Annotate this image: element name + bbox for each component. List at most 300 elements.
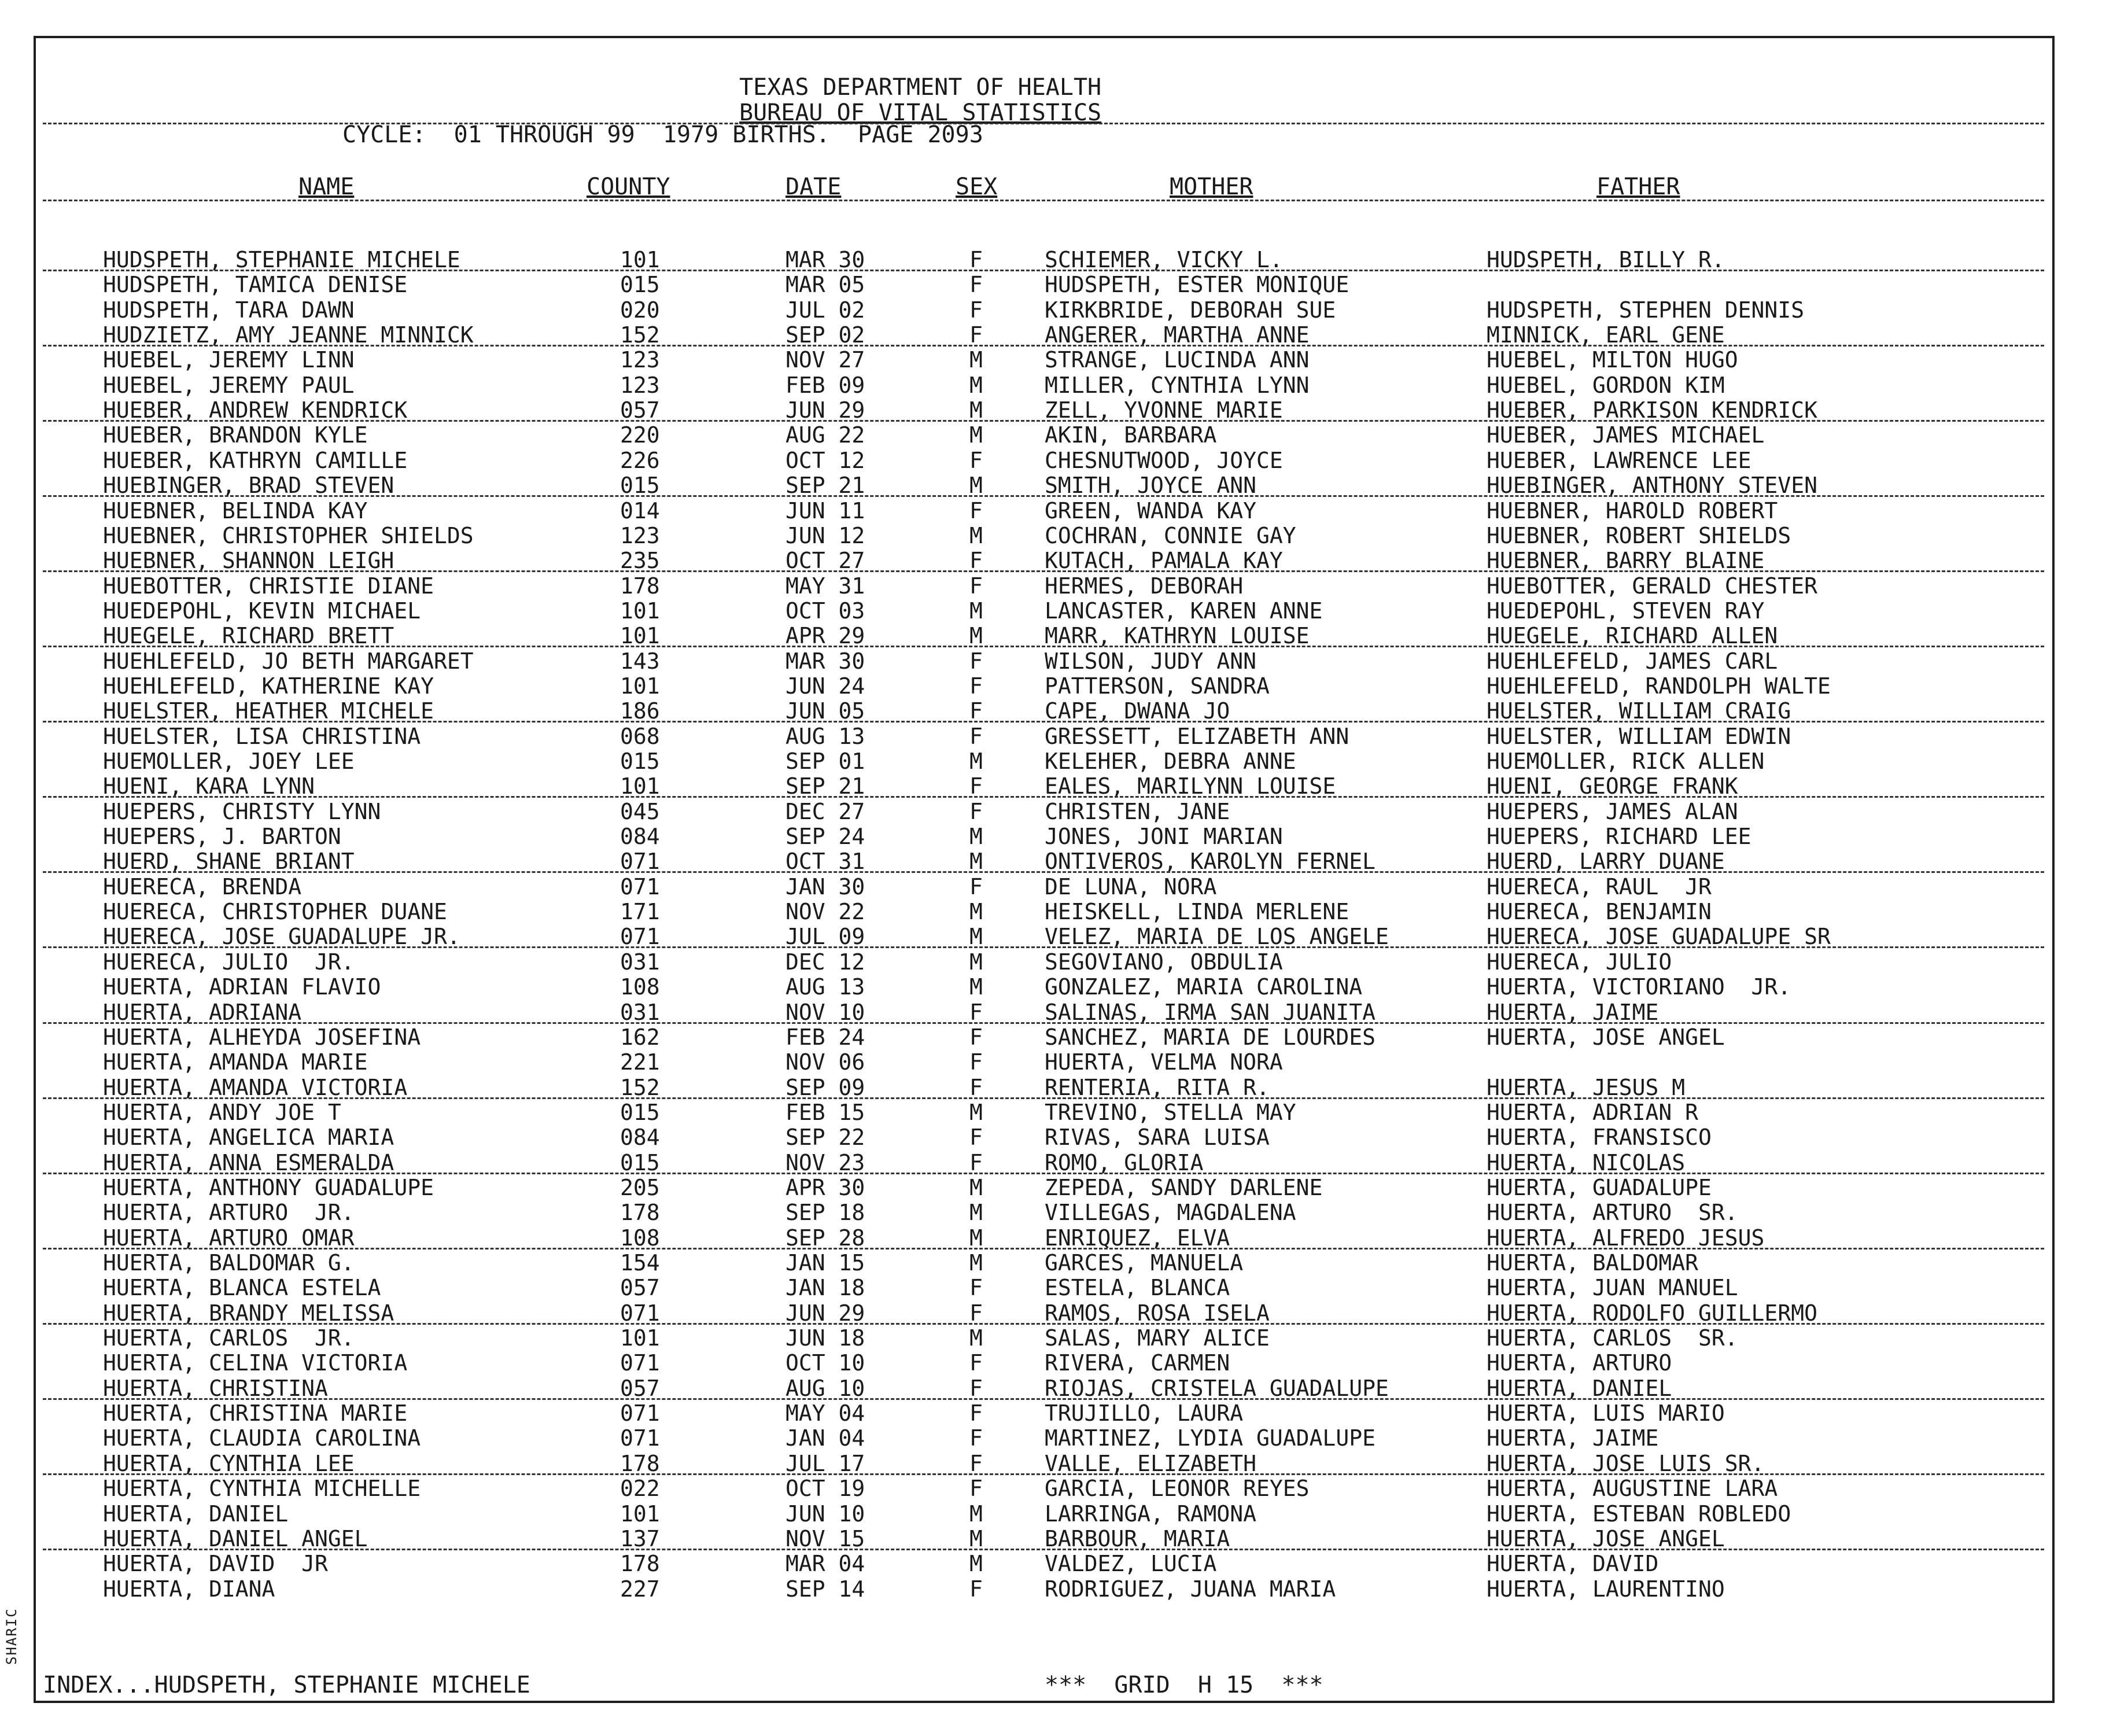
cell-name: HUEBOTTER, CHRISTIE DIANE bbox=[103, 573, 434, 599]
table-row bbox=[0, 749, 2055, 774]
cell-date: SEP 09 bbox=[786, 1074, 865, 1100]
cell-name: HUELSTER, HEATHER MICHELE bbox=[103, 698, 434, 724]
cell-father: HUERD, LARRY DUANE bbox=[1487, 849, 1725, 875]
cell-mother: ZELL, YVONNE MARIE bbox=[1045, 397, 1283, 423]
cell-county: 101 bbox=[620, 598, 660, 624]
table-row bbox=[0, 548, 2055, 573]
table-row bbox=[0, 499, 2055, 524]
cell-date: JUL 17 bbox=[786, 1450, 865, 1476]
cell-county: 057 bbox=[620, 1275, 660, 1301]
cell-name: HUERTA, CLAUDIA CAROLINA bbox=[103, 1425, 421, 1451]
cell-name: HUERTA, CARLOS JR. bbox=[103, 1325, 355, 1351]
cell-county: 178 bbox=[620, 1200, 660, 1226]
cell-county: 071 bbox=[620, 849, 660, 875]
table-row bbox=[0, 1301, 2055, 1326]
cell-date: SEP 21 bbox=[786, 473, 865, 499]
cell-date: JAN 18 bbox=[786, 1275, 865, 1301]
cell-name: HUEBER, ANDREW KENDRICK bbox=[103, 397, 408, 423]
divider bbox=[43, 871, 2044, 873]
cell-mother: MARR, KATHRYN LOUISE bbox=[1045, 623, 1310, 649]
cell-mother: TREVINO, STELLA MAY bbox=[1045, 1099, 1296, 1125]
cell-name: HUERTA, BALDOMAR G. bbox=[103, 1250, 355, 1276]
cell-mother: RENTERIA, RITA R. bbox=[1045, 1074, 1270, 1100]
cell-father: HUEBNER, BARRY BLAINE bbox=[1487, 548, 1765, 574]
cell-father: HUDSPETH, BILLY R. bbox=[1487, 247, 1725, 272]
cell-father: HUEBNER, HAROLD ROBERT bbox=[1487, 497, 1778, 524]
cell-name: HUERTA, ADRIANA bbox=[103, 999, 302, 1025]
cell-sex: F bbox=[969, 798, 983, 824]
cell-sex: F bbox=[969, 1450, 983, 1476]
divider bbox=[43, 1097, 2044, 1099]
cell-date: AUG 22 bbox=[786, 422, 865, 448]
cell-mother: VELEZ, MARIA DE LOS ANGELE bbox=[1045, 924, 1389, 950]
cell-sex: M bbox=[969, 899, 983, 925]
cell-sex: F bbox=[969, 497, 983, 524]
cell-name: HUERTA, ANTHONY GUADALUPE bbox=[103, 1174, 434, 1200]
table-row bbox=[0, 574, 2055, 599]
cell-name: HUDSPETH, TAMICA DENISE bbox=[103, 272, 408, 298]
cell-date: JAN 04 bbox=[786, 1425, 865, 1451]
cell-mother: VILLEGAS, MAGDALENA bbox=[1045, 1200, 1296, 1226]
cell-county: 015 bbox=[620, 473, 660, 499]
cell-name: HUEPERS, J. BARTON bbox=[103, 824, 341, 850]
cell-name: HUERTA, CYNTHIA MICHELLE bbox=[103, 1476, 421, 1502]
cell-sex: M bbox=[969, 1525, 983, 1551]
cell-sex: F bbox=[969, 1074, 983, 1100]
cell-mother: SMITH, JOYCE ANN bbox=[1045, 473, 1257, 499]
cell-father: HUEPERS, JAMES ALAN bbox=[1487, 798, 1738, 824]
table-row bbox=[0, 1075, 2055, 1100]
cell-sex: F bbox=[969, 698, 983, 724]
cell-county: 015 bbox=[620, 749, 660, 774]
cell-date: JAN 30 bbox=[786, 873, 865, 900]
table-row bbox=[0, 674, 2055, 699]
cell-mother: EALES, MARILYNN LOUISE bbox=[1045, 773, 1336, 799]
cell-date: SEP 24 bbox=[786, 824, 865, 850]
cell-father: HUERTA, CARLOS SR. bbox=[1487, 1325, 1738, 1351]
table-row bbox=[0, 900, 2055, 924]
cell-sex: F bbox=[969, 247, 983, 272]
cell-county: 123 bbox=[620, 372, 660, 398]
column-header-county: COUNTY bbox=[587, 174, 670, 200]
cell-date: DEC 27 bbox=[786, 798, 865, 824]
cell-mother: STRANGE, LUCINDA ANN bbox=[1045, 347, 1310, 373]
cell-father: HUEMOLLER, RICK ALLEN bbox=[1487, 749, 1765, 774]
cell-mother: JONES, JONI MARIAN bbox=[1045, 824, 1283, 850]
cell-date: SEP 18 bbox=[786, 1200, 865, 1226]
cell-father: HUERTA, ARTURO bbox=[1487, 1350, 1672, 1376]
table-row bbox=[0, 875, 2055, 900]
cell-name: HUERTA, CELINA VICTORIA bbox=[103, 1350, 408, 1376]
cell-county: 014 bbox=[620, 497, 660, 524]
cell-mother: HEISKELL, LINDA MERLENE bbox=[1045, 899, 1349, 925]
cell-father: HUERTA, NICOLAS bbox=[1487, 1149, 1686, 1175]
cell-mother: GARCIA, LEONOR REYES bbox=[1045, 1476, 1310, 1502]
cell-sex: M bbox=[969, 1225, 983, 1251]
cell-county: 101 bbox=[620, 773, 660, 799]
cell-sex: F bbox=[969, 1149, 983, 1175]
table-row bbox=[0, 1276, 2055, 1300]
cell-sex: F bbox=[969, 1375, 983, 1401]
cell-mother: CHESNUTWOOD, JOYCE bbox=[1045, 447, 1283, 473]
cell-sex: M bbox=[969, 1174, 983, 1200]
cell-county: 101 bbox=[620, 623, 660, 649]
cell-mother: GREEN, WANDA KAY bbox=[1045, 497, 1257, 524]
cell-sex: M bbox=[969, 1501, 983, 1527]
column-header-sex: SEX bbox=[956, 174, 998, 200]
table-row bbox=[0, 599, 2055, 624]
table-row bbox=[0, 624, 2055, 648]
cell-date: MAR 30 bbox=[786, 247, 865, 272]
table-row bbox=[0, 950, 2055, 975]
cell-date: FEB 15 bbox=[786, 1099, 865, 1125]
table-row bbox=[0, 298, 2055, 323]
cell-sex: M bbox=[969, 623, 983, 649]
cell-name: HUERTA, CHRISTINA bbox=[103, 1375, 328, 1401]
cell-name: HUEBEL, JEREMY LINN bbox=[103, 347, 355, 373]
table-row bbox=[0, 1050, 2055, 1075]
cell-mother: LANCASTER, KAREN ANNE bbox=[1045, 598, 1323, 624]
cell-county: 057 bbox=[620, 1375, 660, 1401]
cell-county: 108 bbox=[620, 974, 660, 1000]
cell-mother: ENRIQUEZ, ELVA bbox=[1045, 1225, 1230, 1251]
table-row bbox=[0, 1200, 2055, 1225]
cell-name: HUERECA, BRENDA bbox=[103, 873, 302, 900]
divider bbox=[43, 1022, 2044, 1024]
cell-father: HUERECA, JOSE GUADALUPE SR bbox=[1487, 924, 1831, 950]
cell-sex: F bbox=[969, 1049, 983, 1075]
table-row bbox=[0, 423, 2055, 448]
cell-name: HUEGELE, RICHARD BRETT bbox=[103, 623, 394, 649]
cell-name: HUERECA, JULIO JR. bbox=[103, 949, 355, 975]
cell-father: HUERTA, DAVID bbox=[1487, 1551, 1659, 1577]
cell-sex: M bbox=[969, 1325, 983, 1351]
cell-father: HUEBEL, GORDON KIM bbox=[1487, 372, 1725, 398]
column-header-father: FATHER bbox=[1596, 174, 1680, 200]
cell-name: HUERTA, BLANCA ESTELA bbox=[103, 1275, 381, 1301]
table-row bbox=[0, 824, 2055, 849]
cell-name: HUELSTER, LISA CHRISTINA bbox=[103, 723, 421, 749]
cell-father: HUERTA, JOSE LUIS SR. bbox=[1487, 1450, 1765, 1476]
table-row bbox=[0, 1251, 2055, 1276]
cell-county: 071 bbox=[620, 873, 660, 900]
cell-father: HUEBER, LAWRENCE LEE bbox=[1487, 447, 1751, 473]
cell-name: HUEBNER, SHANNON LEIGH bbox=[103, 548, 394, 574]
cell-mother: KELEHER, DEBRA ANNE bbox=[1045, 749, 1296, 774]
cell-date: JUN 12 bbox=[786, 522, 865, 548]
cell-name: HUERTA, DANIEL bbox=[103, 1501, 289, 1527]
cell-father: HUERTA, LUIS MARIO bbox=[1487, 1400, 1725, 1427]
cell-county: 015 bbox=[620, 272, 660, 298]
table-row bbox=[0, 1476, 2055, 1501]
cell-date: OCT 19 bbox=[786, 1476, 865, 1502]
divider bbox=[43, 270, 2044, 271]
cell-mother: MILLER, CYNTHIA LYNN bbox=[1045, 372, 1310, 398]
cell-sex: M bbox=[969, 522, 983, 548]
cell-sex: F bbox=[969, 1024, 983, 1050]
table-row bbox=[0, 473, 2055, 498]
table-row bbox=[0, 975, 2055, 1000]
cell-date: AUG 10 bbox=[786, 1375, 865, 1401]
cell-county: 057 bbox=[620, 397, 660, 423]
cell-mother: COCHRAN, CONNIE GAY bbox=[1045, 522, 1296, 548]
cell-sex: F bbox=[969, 272, 983, 298]
cell-date: SEP 14 bbox=[786, 1576, 865, 1602]
cell-name: HUERTA, ANGELICA MARIA bbox=[103, 1125, 394, 1151]
header-department: TEXAS DEPARTMENT OF HEALTH bbox=[739, 74, 1102, 101]
cell-date: JUN 29 bbox=[786, 397, 865, 423]
cell-sex: M bbox=[969, 473, 983, 499]
divider bbox=[43, 721, 2044, 723]
cell-date: JUN 18 bbox=[786, 1325, 865, 1351]
cell-father: HUEBNER, ROBERT SHIELDS bbox=[1487, 522, 1791, 548]
cell-mother: RIOJAS, CRISTELA GUADALUPE bbox=[1045, 1375, 1389, 1401]
cell-sex: F bbox=[969, 1576, 983, 1602]
table-row bbox=[0, 1401, 2055, 1426]
cell-sex: F bbox=[969, 723, 983, 749]
cell-county: 152 bbox=[620, 322, 660, 348]
cell-county: 137 bbox=[620, 1525, 660, 1551]
table-row bbox=[0, 774, 2055, 799]
cell-sex: M bbox=[969, 849, 983, 875]
cell-county: 084 bbox=[620, 824, 660, 850]
cell-date: NOV 06 bbox=[786, 1049, 865, 1075]
table-row bbox=[0, 1527, 2055, 1551]
cell-sex: M bbox=[969, 397, 983, 423]
table-row bbox=[0, 1226, 2055, 1251]
table-row bbox=[0, 1025, 2055, 1050]
cell-county: 015 bbox=[620, 1099, 660, 1125]
cell-county: 101 bbox=[620, 1501, 660, 1527]
cell-date: NOV 23 bbox=[786, 1149, 865, 1175]
cell-sex: F bbox=[969, 1350, 983, 1376]
table-row bbox=[0, 323, 2055, 348]
cell-father: HUERTA, DANIEL bbox=[1487, 1375, 1672, 1401]
cell-county: 171 bbox=[620, 899, 660, 925]
cell-sex: F bbox=[969, 1125, 983, 1151]
cell-father: HUERTA, ADRIAN R bbox=[1487, 1099, 1699, 1125]
cell-name: HUERTA, BRANDY MELISSA bbox=[103, 1300, 394, 1326]
cell-mother: RIVAS, SARA LUISA bbox=[1045, 1125, 1270, 1151]
cell-sex: F bbox=[969, 1275, 983, 1301]
cell-mother: SALAS, MARY ALICE bbox=[1045, 1325, 1270, 1351]
cell-mother: ROMO, GLORIA bbox=[1045, 1149, 1204, 1175]
cell-name: HUEHLEFELD, KATHERINE KAY bbox=[103, 673, 434, 699]
column-header-mother: MOTHER bbox=[1170, 174, 1253, 200]
cell-mother: VALDEZ, LUCIA bbox=[1045, 1551, 1217, 1577]
cell-county: 071 bbox=[620, 1300, 660, 1326]
cell-name: HUDZIETZ, AMY JEANNE MINNICK bbox=[103, 322, 474, 348]
cell-name: HUERTA, AMANDA VICTORIA bbox=[103, 1074, 408, 1100]
column-header-name: NAME bbox=[298, 174, 355, 200]
cell-county: 101 bbox=[620, 1325, 660, 1351]
cell-sex: F bbox=[969, 648, 983, 674]
cell-mother: RAMOS, ROSA ISELA bbox=[1045, 1300, 1270, 1326]
cell-father: HUERTA, JAIME bbox=[1487, 999, 1659, 1025]
table-row bbox=[0, 1351, 2055, 1376]
cell-county: 178 bbox=[620, 1551, 660, 1577]
cell-county: 031 bbox=[620, 949, 660, 975]
cell-date: OCT 03 bbox=[786, 598, 865, 624]
cell-sex: M bbox=[969, 974, 983, 1000]
footer-grid: *** GRID H 15 *** bbox=[1045, 1672, 1323, 1698]
cell-sex: M bbox=[969, 372, 983, 398]
cell-father: HUEBEL, MILTON HUGO bbox=[1487, 347, 1738, 373]
cell-county: 226 bbox=[620, 447, 660, 473]
cell-father: HUEBER, PARKISON KENDRICK bbox=[1487, 397, 1817, 423]
cell-sex: M bbox=[969, 1551, 983, 1577]
cell-county: 205 bbox=[620, 1174, 660, 1200]
cell-father: HUERTA, GUADALUPE bbox=[1487, 1174, 1712, 1200]
cell-county: 220 bbox=[620, 422, 660, 448]
table-row bbox=[0, 1151, 2055, 1175]
cell-mother: TRUJILLO, LAURA bbox=[1045, 1400, 1244, 1427]
cell-county: 045 bbox=[620, 798, 660, 824]
cell-date: SEP 28 bbox=[786, 1225, 865, 1251]
cell-sex: M bbox=[969, 749, 983, 774]
cell-name: HUERTA, CHRISTINA MARIE bbox=[103, 1400, 408, 1427]
cell-mother: PATTERSON, SANDRA bbox=[1045, 673, 1270, 699]
cell-father: HUERTA, ALFREDO JESUS bbox=[1487, 1225, 1765, 1251]
cell-sex: F bbox=[969, 322, 983, 348]
table-row bbox=[0, 1100, 2055, 1125]
cell-name: HUERTA, CYNTHIA LEE bbox=[103, 1450, 355, 1476]
cell-county: 015 bbox=[620, 1149, 660, 1175]
cell-date: APR 30 bbox=[786, 1174, 865, 1200]
cell-father: HUERTA, BALDOMAR bbox=[1487, 1250, 1699, 1276]
cell-sex: F bbox=[969, 297, 983, 323]
cell-sex: M bbox=[969, 1099, 983, 1125]
cell-father: HUENI, GEORGE FRANK bbox=[1487, 773, 1738, 799]
cell-father: HUERTA, ARTURO SR. bbox=[1487, 1200, 1738, 1226]
cell-date: JUN 10 bbox=[786, 1501, 865, 1527]
table-row bbox=[0, 1000, 2055, 1025]
cell-date: JAN 15 bbox=[786, 1250, 865, 1276]
cell-date: NOV 10 bbox=[786, 999, 865, 1025]
cell-sex: M bbox=[969, 422, 983, 448]
cell-mother: HERMES, DEBORAH bbox=[1045, 573, 1244, 599]
cell-mother: GARCES, MANUELA bbox=[1045, 1250, 1244, 1276]
cell-date: MAY 04 bbox=[786, 1400, 865, 1427]
cell-name: HUEBINGER, BRAD STEVEN bbox=[103, 473, 394, 499]
cell-date: OCT 31 bbox=[786, 849, 865, 875]
cell-father: HUERTA, JESUS M bbox=[1487, 1074, 1686, 1100]
cell-date: AUG 13 bbox=[786, 974, 865, 1000]
table-row bbox=[0, 1125, 2055, 1150]
cell-date: SEP 21 bbox=[786, 773, 865, 799]
table-row bbox=[0, 1551, 2055, 1576]
cell-mother: RODRIGUEZ, JUANA MARIA bbox=[1045, 1576, 1336, 1602]
cell-mother: GONZALEZ, MARIA CAROLINA bbox=[1045, 974, 1363, 1000]
cell-name: HUERTA, DANIEL ANGEL bbox=[103, 1525, 368, 1551]
cell-father: HUELSTER, WILLIAM EDWIN bbox=[1487, 723, 1791, 749]
cell-mother: ANGERER, MARTHA ANNE bbox=[1045, 322, 1310, 348]
cell-father: HUERECA, RAUL JR bbox=[1487, 873, 1712, 900]
cell-date: SEP 02 bbox=[786, 322, 865, 348]
table-row bbox=[0, 924, 2055, 949]
column-header-date: DATE bbox=[786, 174, 842, 200]
cell-name: HUERTA, ADRIAN FLAVIO bbox=[103, 974, 381, 1000]
divider bbox=[43, 646, 2044, 647]
table-row bbox=[0, 724, 2055, 749]
cell-county: 071 bbox=[620, 1350, 660, 1376]
footer-index: INDEX...HUDSPETH, STEPHANIE MICHELE bbox=[43, 1672, 530, 1698]
cell-sex: M bbox=[969, 824, 983, 850]
cell-father: HUERTA, ESTEBAN ROBLEDO bbox=[1487, 1501, 1791, 1527]
cell-father: HUERTA, LAURENTINO bbox=[1487, 1576, 1725, 1602]
divider bbox=[43, 495, 2044, 497]
cell-mother: DE LUNA, NORA bbox=[1045, 873, 1217, 900]
table-row bbox=[0, 248, 2055, 272]
cell-sex: M bbox=[969, 1200, 983, 1226]
cell-mother: WILSON, JUDY ANN bbox=[1045, 648, 1257, 674]
cell-mother: ESTELA, BLANCA bbox=[1045, 1275, 1230, 1301]
table-row bbox=[0, 348, 2055, 373]
cell-county: 178 bbox=[620, 1450, 660, 1476]
cell-county: 123 bbox=[620, 522, 660, 548]
cell-mother: RIVERA, CARMEN bbox=[1045, 1350, 1230, 1376]
cell-mother: ONTIVEROS, KAROLYN FERNEL bbox=[1045, 849, 1375, 875]
cell-father: HUERTA, JUAN MANUEL bbox=[1487, 1275, 1738, 1301]
cell-county: 071 bbox=[620, 924, 660, 950]
cell-name: HUDSPETH, STEPHANIE MICHELE bbox=[103, 247, 460, 272]
cell-name: HUEMOLLER, JOEY LEE bbox=[103, 749, 355, 774]
cell-date: AUG 13 bbox=[786, 723, 865, 749]
table-row bbox=[0, 1577, 2055, 1602]
cell-name: HUERTA, DIANA bbox=[103, 1576, 275, 1602]
cell-name: HUERTA, ARTURO JR. bbox=[103, 1200, 355, 1226]
cell-name: HUERTA, DAVID JR bbox=[103, 1551, 328, 1577]
cell-mother: SANCHEZ, MARIA DE LOURDES bbox=[1045, 1024, 1375, 1050]
cell-name: HUEBNER, BELINDA KAY bbox=[103, 497, 368, 524]
cell-date: APR 29 bbox=[786, 623, 865, 649]
cell-date: FEB 24 bbox=[786, 1024, 865, 1050]
cell-name: HUEBER, BRANDON KYLE bbox=[103, 422, 368, 448]
divider bbox=[43, 345, 2044, 347]
cell-county: 108 bbox=[620, 1225, 660, 1251]
cell-father: HUERECA, BENJAMIN bbox=[1487, 899, 1712, 925]
cell-father: MINNICK, EARL GENE bbox=[1487, 322, 1725, 348]
divider bbox=[43, 1323, 2044, 1325]
cell-mother: HUDSPETH, ESTER MONIQUE bbox=[1045, 272, 1349, 298]
cell-sex: F bbox=[969, 999, 983, 1025]
cell-father: HUEHLEFELD, RANDOLPH WALTE bbox=[1487, 673, 1831, 699]
divider bbox=[43, 796, 2044, 798]
cell-name: HUERTA, ANDY JOE T bbox=[103, 1099, 341, 1125]
cell-mother: BARBOUR, MARIA bbox=[1045, 1525, 1230, 1551]
cell-name: HUEBER, KATHRYN CAMILLE bbox=[103, 447, 408, 473]
cell-mother: VALLE, ELIZABETH bbox=[1045, 1450, 1257, 1476]
table-row bbox=[0, 649, 2055, 674]
cell-name: HUEHLEFELD, JO BETH MARGARET bbox=[103, 648, 474, 674]
divider bbox=[43, 1398, 2044, 1400]
cell-mother: SALINAS, IRMA SAN JUANITA bbox=[1045, 999, 1375, 1025]
table-row bbox=[0, 524, 2055, 548]
table-row bbox=[0, 448, 2055, 473]
divider bbox=[43, 1248, 2044, 1250]
cell-date: DEC 12 bbox=[786, 949, 865, 975]
cell-father: HUERTA, JOSE ANGEL bbox=[1487, 1024, 1725, 1050]
cell-date: JUN 29 bbox=[786, 1300, 865, 1326]
cell-sex: M bbox=[969, 598, 983, 624]
cell-sex: F bbox=[969, 1476, 983, 1502]
cell-county: 221 bbox=[620, 1049, 660, 1075]
cell-name: HUENI, KARA LYNN bbox=[103, 773, 315, 799]
cell-mother: CHRISTEN, JANE bbox=[1045, 798, 1230, 824]
cell-father: HUERTA, RODOLFO GUILLERMO bbox=[1487, 1300, 1817, 1326]
cell-county: 154 bbox=[620, 1250, 660, 1276]
cell-father: HUEGELE, RICHARD ALLEN bbox=[1487, 623, 1778, 649]
